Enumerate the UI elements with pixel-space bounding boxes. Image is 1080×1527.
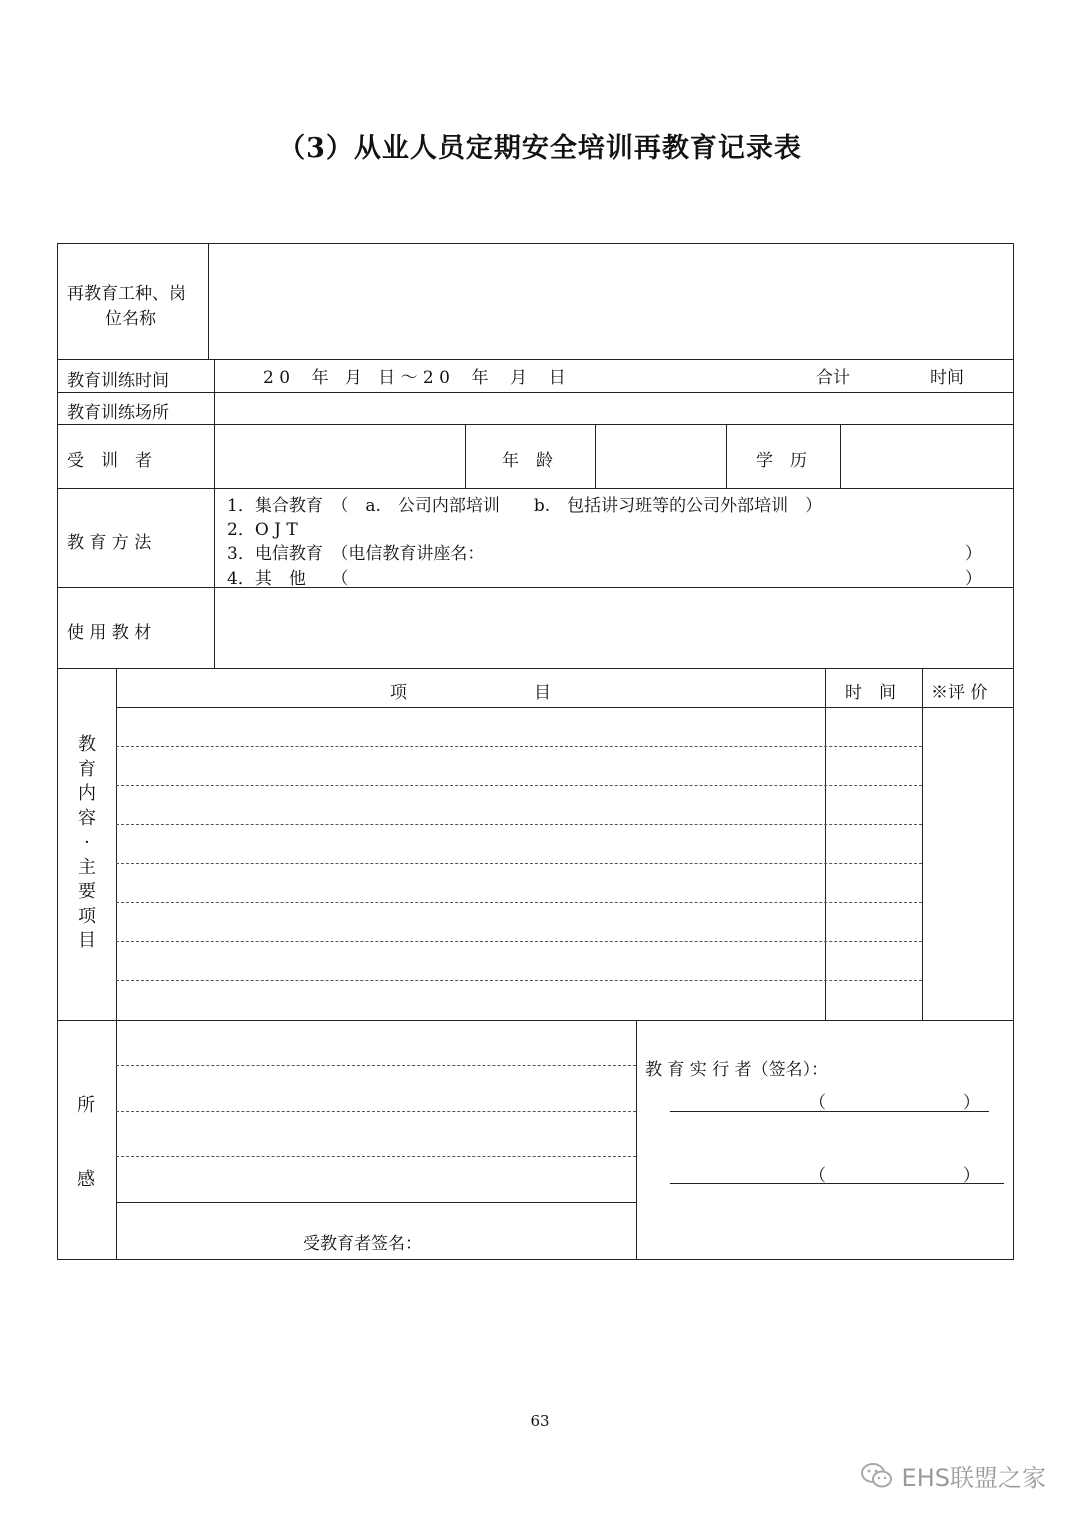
feedback-label-2: 感 <box>77 1169 95 1190</box>
dashed-row-line <box>116 980 922 981</box>
method-line-2: 2．O J T <box>227 520 298 540</box>
instructor-paren-close-2: ） <box>963 1166 980 1186</box>
signer-label: 受教育者签名： <box>303 1234 422 1254</box>
row-separator <box>57 359 1014 360</box>
time-unit: 时间 <box>930 368 964 388</box>
method-line-4: 4．其 他 （ <box>227 569 349 589</box>
row-separator <box>57 488 1014 489</box>
dashed-row-line <box>116 1156 636 1157</box>
place-label: 教育训练场所 <box>67 403 169 423</box>
col-separator <box>726 424 727 488</box>
record-form-table <box>57 243 1014 1260</box>
border-left <box>57 243 58 1260</box>
age-field[interactable] <box>597 426 724 486</box>
row-separator <box>57 392 1014 393</box>
row-separator <box>57 1020 1014 1021</box>
signature-row-separator <box>116 1202 636 1203</box>
job-label-line2: 位名称 <box>105 309 156 329</box>
job-label-line1: 再教育工种、岗 <box>67 284 186 304</box>
instructor-paren-open-2: （ <box>809 1166 826 1186</box>
row-separator <box>57 587 1014 588</box>
dashed-row-line <box>116 863 922 864</box>
side-char: 内 <box>78 783 96 804</box>
col-separator <box>636 1020 637 1260</box>
time-value[interactable]: 2 0 年 月 日 ～ 2 0 年 月 日 <box>263 368 566 388</box>
method-line-3-close: ） <box>965 544 982 564</box>
dashed-row-line <box>116 746 922 747</box>
side-char: 要 <box>78 881 96 902</box>
instructor-label: 教 育 实 行 者（签名）： <box>645 1060 829 1080</box>
col-separator <box>214 359 215 668</box>
materials-field[interactable] <box>216 589 1012 666</box>
place-field[interactable] <box>216 394 1012 422</box>
side-char: 项 <box>78 905 96 927</box>
col-separator <box>595 424 596 488</box>
education-label: 学 历 <box>756 451 807 471</box>
dashed-row-line <box>116 785 922 786</box>
instructor-signature-line-2[interactable] <box>670 1183 1004 1184</box>
method-line-4-close: ） <box>965 569 982 589</box>
col-header-time: 时 间 <box>845 683 896 703</box>
method-line-1: 1．集合教育 （ a. 公司内部培训 b. 包括讲习班等的公司外部培训 ） <box>227 496 823 516</box>
time-label: 教育训练时间 <box>67 371 169 391</box>
col-header-eval: ※评 价 <box>931 683 988 703</box>
side-char: 容 <box>78 807 96 829</box>
col-separator <box>208 243 209 359</box>
trainee-field[interactable] <box>216 426 463 486</box>
border-right <box>1013 243 1014 1260</box>
side-char: · <box>84 832 90 853</box>
materials-label: 使 用 教 材 <box>67 623 152 643</box>
col-header-item-2: 目 <box>534 683 551 703</box>
side-char: 教 <box>78 734 96 755</box>
dashed-row-line <box>116 941 922 942</box>
education-field[interactable] <box>842 426 1012 486</box>
job-field[interactable] <box>210 245 1012 357</box>
border-bottom <box>57 1259 1014 1260</box>
feedback-label-1: 所 <box>77 1095 95 1116</box>
trainee-label: 受 训 者 <box>67 451 152 471</box>
side-char: 主 <box>78 856 96 878</box>
col-header-item-1: 项 <box>390 683 407 703</box>
col-separator <box>840 424 841 488</box>
dashed-row-line <box>116 824 922 825</box>
wechat-icon <box>860 1462 894 1490</box>
dashed-row-line <box>116 1111 636 1112</box>
col-separator <box>465 424 466 488</box>
content-side-label <box>75 733 99 954</box>
side-char: 目 <box>78 930 96 951</box>
watermark-text: EHS联盟之家 <box>901 1464 1046 1492</box>
dashed-row-line <box>116 1065 636 1066</box>
method-line-3: 3．电信教育 （电信教育讲座名： <box>227 544 485 564</box>
age-label: 年 龄 <box>502 451 553 471</box>
instructor-paren-close-1: ） <box>963 1093 980 1113</box>
page-title: （3）从业人员定期安全培训再教育记录表 <box>278 133 802 164</box>
total-label: 合计 <box>816 368 850 388</box>
col-separator <box>825 668 826 1020</box>
side-char: 育 <box>78 758 96 780</box>
page-number: 63 <box>530 1412 550 1430</box>
row-separator <box>57 424 1014 425</box>
row-separator <box>57 668 1014 669</box>
method-label: 教 育 方 法 <box>67 533 152 553</box>
instructor-signature-line-1[interactable] <box>670 1111 989 1112</box>
watermark <box>860 1458 1046 1493</box>
border-top <box>57 243 1014 244</box>
content-header-separator <box>116 707 1014 708</box>
instructor-paren-open-1: （ <box>809 1093 826 1113</box>
dashed-row-line <box>116 902 922 903</box>
col-separator <box>922 668 923 1020</box>
col-separator <box>116 668 117 1260</box>
